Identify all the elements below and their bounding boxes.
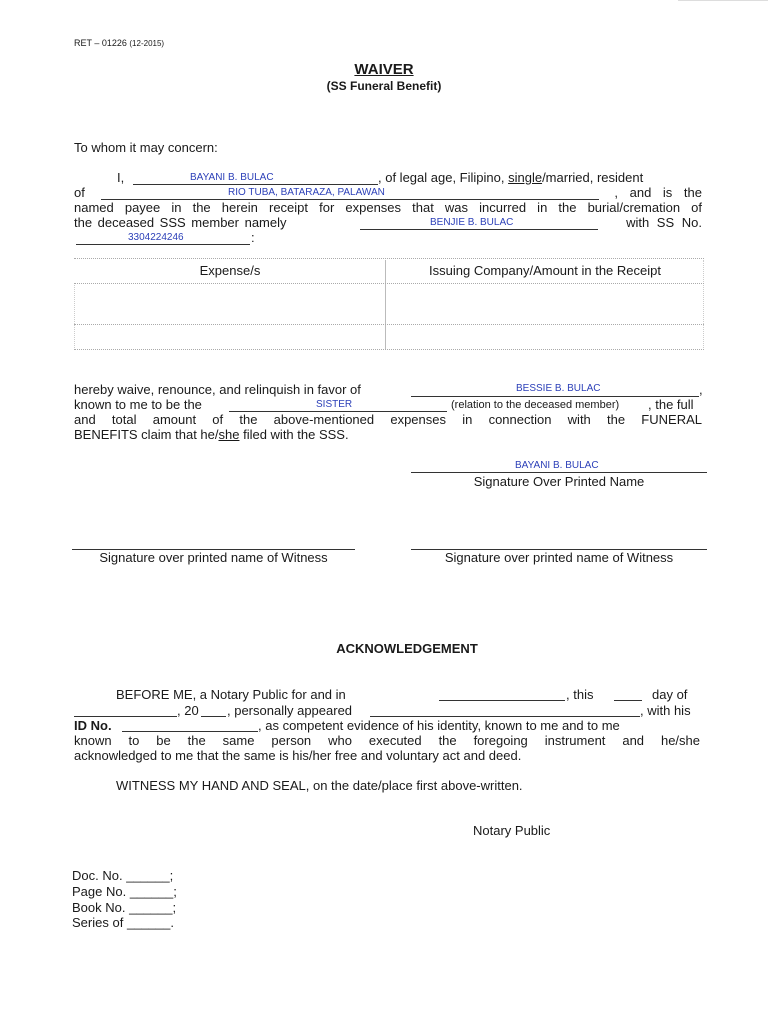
month-line [74,716,177,717]
id-no-line [122,731,258,732]
ss-no-colon: : [251,230,255,245]
witness-2-label: Signature over printed name of Witness [444,550,674,565]
year-line [201,716,226,717]
deceased-line [360,229,598,230]
form-code: RET – 01226 (12-2015) [74,38,165,48]
table-header-issuing-company: Issuing Company/Amount in the Receipt [429,263,661,278]
table-left-border [74,285,75,350]
table-row-line [74,283,704,284]
payee-name-fill: BAYANI B. BULAC [190,172,274,183]
i-label: I, [117,170,125,185]
evidence-text: , as competent evidence of his identity, known to me and to me [258,718,620,733]
of-label: of [74,185,85,200]
page-title: WAIVER [354,61,414,78]
with-his-text: , with his [640,703,691,718]
before-me-text: BEFORE ME, a Notary Public for and in [116,687,346,702]
table-top-border [74,258,704,259]
known-to-be-text: known to me to be the [74,397,202,412]
this-text: , this [566,687,594,702]
salutation: To whom it may concern: [74,140,218,155]
witness-1-label: Signature over printed name of Witness [99,550,328,565]
relation-note: (relation to the deceased member) [451,399,620,411]
acknowledgement-title: ACKNOWLEDGEMENT [336,641,478,656]
page-no-label: Page No. ______; [72,884,177,899]
the-full-text: , the full [648,397,694,412]
id-no-label: ID No. [74,718,112,733]
ss-no-fill: 3304224246 [128,232,184,243]
signature-name-fill: BAYANI B. BULAC [515,460,599,471]
executed-text: known to be the same person who executed the foregoing instrument and he/she [74,733,700,748]
residence-fill: RIO TUBA, BATARAZA, PALAWAN [228,187,385,198]
legal-age-text: , of legal age, Filipino, single/married, resident [378,170,644,185]
day-of-text: day of [652,687,688,702]
signature-line [411,472,707,473]
day-line [614,700,642,701]
ss-no-label: with SS No. [626,215,702,230]
total-amount-text: and total amount of the above-mentioned expenses in connection with the FUNERAL [74,412,702,427]
table-row-line [74,349,704,350]
page-subtitle: (SS Funeral Benefit) [326,79,442,93]
personally-appeared-text: , personally appeared [227,703,353,718]
year-prefix-text: , 20 [177,703,199,718]
and-is-the-text: , and is the [614,185,702,200]
table-right-border [703,260,704,350]
scan-edge-mark [678,0,768,7]
doc-no-label: Doc. No. ______; [72,868,174,883]
table-header-expenses: Expense/s [199,263,261,278]
benefits-claim-text: BENEFITS claim that he/she filed with the SSS. [74,427,349,442]
appeared-name-line [370,716,640,717]
payee-clause-text: named payee in the herein receipt for expenses that was incurred in the burial/cremation of [74,200,702,215]
table-column-divider [385,260,386,350]
deceased-label: the deceased SSS member namely [74,215,287,230]
table-row-line [74,324,704,325]
favor-of-comma: , [699,382,703,397]
place-line [439,700,565,701]
waive-text: hereby waive, renounce, and relinquish in favor of [74,382,361,397]
relation-fill: SISTER [316,399,353,410]
notary-public-label: Notary Public [473,823,551,838]
signature-label: Signature Over Printed Name [473,474,645,489]
acknowledged-text: acknowledged to me that the same is his/her free and voluntary act and deed. [74,748,522,763]
name-line [133,184,378,185]
deceased-name-fill: BENJIE B. BULAC [430,217,514,228]
witness-hand-seal-text: WITNESS MY HAND AND SEAL, on the date/place first above-written. [116,778,523,793]
ss-no-line [76,244,250,245]
favor-of-fill: BESSIE B. BULAC [516,383,601,394]
book-no-label: Book No. ______; [72,900,177,915]
series-of-label: Series of ______. [72,915,174,930]
